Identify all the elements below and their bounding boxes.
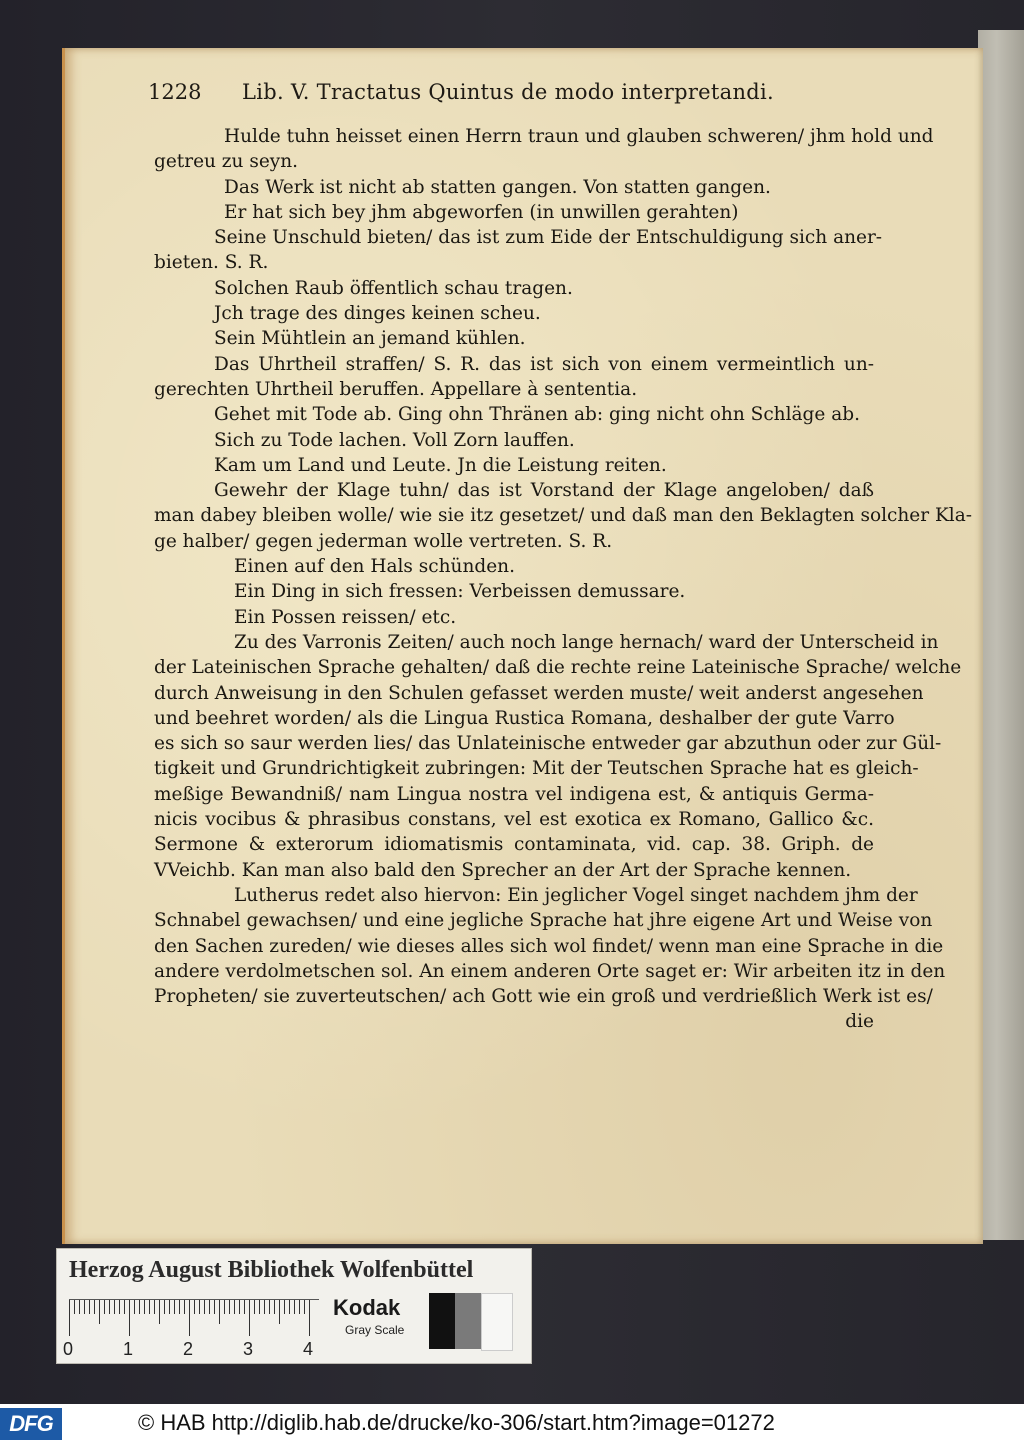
ruler-number: 0 [63, 1339, 74, 1359]
text-line: bieten. S. R. [154, 252, 269, 274]
running-header [148, 80, 808, 104]
text-line: Kam um Land und Leute. Jn die Leistung reiten. [214, 454, 667, 476]
text-line: Ein Possen reissen/ etc. [234, 606, 457, 628]
text-line: Hulde tuhn heisset einen Herrn traun und glauben schweren/ jhm hold und [224, 126, 934, 147]
text-line: andere verdolmetschen sol. An einem anderen Orte saget er: Wir arbeiten itz in den [154, 960, 946, 982]
kodak-logo: Kodak [333, 1295, 401, 1320]
ruler-tick [94, 1300, 95, 1314]
ruler-tick [204, 1300, 205, 1314]
text-line: meßige Bewandniß/ nam Lingua nostra vel indigena est, & antiquis Germa- [154, 783, 874, 805]
copyright-text: © HAB http://diglib.hab.de/drucke/ko-306/start.htm?image=01272 [138, 1410, 775, 1435]
ruler-tick [164, 1300, 165, 1314]
measure-ruler [69, 1299, 319, 1340]
swatch-black [429, 1293, 455, 1349]
ruler-tick [154, 1300, 155, 1314]
gray-scale-caption: Gray Scale [345, 1323, 405, 1337]
running-title: Lib. V. Tractatus Quintus de modo interpretandi. [241, 80, 775, 104]
footer-bar [0, 1404, 1024, 1444]
ruler-tick [79, 1300, 80, 1314]
ruler-tick [274, 1300, 275, 1314]
ruler-tick [229, 1300, 230, 1314]
text-line: Solchen Raub öffentlich schau tragen. [214, 277, 573, 299]
text-line: Einen auf den Hals schünden. [234, 556, 515, 578]
ruler-tick [239, 1300, 240, 1314]
text-line: Jch trage des dinges keinen scheu. [214, 303, 541, 325]
ruler-tick [119, 1300, 120, 1314]
swatch-white [481, 1293, 513, 1351]
ruler-tick [134, 1300, 135, 1314]
text-line: Das Uhrtheil straffen/ S. R. das ist sich von einem vermeintlich un- [214, 353, 874, 375]
ruler-tick [184, 1300, 185, 1314]
ruler-tick [189, 1300, 190, 1336]
text-line: Schnabel gewachsen/ und eine jegliche Sprache hat jhre eigene Art und Weise von [154, 910, 933, 932]
ruler-tick [219, 1300, 220, 1324]
text-line: Er hat sich bey jhm abgeworfen (in unwillen gerahten) [224, 201, 739, 223]
swatch-gray [455, 1293, 481, 1349]
color-scale-label [56, 1248, 532, 1364]
page-text [154, 124, 973, 1035]
ruler-tick [194, 1300, 195, 1314]
text-line: durch Anweisung in den Schulen gefasset werden muste/ weit anderst angesehen [154, 682, 924, 704]
ruler-tick [309, 1300, 310, 1336]
ruler-tick [159, 1300, 160, 1324]
ruler-tick [249, 1300, 250, 1336]
text-line: Lutherus redet also hiervon: Ein jeglicher Vogel singet nachdem jhm der [234, 884, 918, 906]
ruler-tick [69, 1300, 70, 1336]
dfg-logo: DFG [0, 1408, 62, 1440]
ruler-number: 4 [303, 1339, 314, 1359]
text-line: Seine Unschuld bieten/ das ist zum Eide der Entschuldigung sich aner- [214, 227, 883, 249]
text-line: Ein Ding in sich fressen: Verbeissen demussare. [234, 581, 686, 603]
ruler-tick [284, 1300, 285, 1314]
text-line: VVeichb. Kan man also bald den Sprecher an der Art der Sprache kennen. [154, 859, 852, 881]
text-line: der Lateinischen Sprache gehalten/ daß die rechte reine Lateinische Sprache/ welche [154, 657, 962, 679]
ruler-tick [289, 1300, 290, 1314]
ruler-tick [84, 1300, 85, 1314]
ruler-tick [299, 1300, 300, 1314]
ruler-tick [114, 1300, 115, 1314]
ruler-tick [279, 1300, 280, 1324]
text-line: Propheten/ sie zuverteutschen/ ach Gott wie ein groß und verdrießlich Werk ist es/ [154, 986, 933, 1008]
text-line: es sich so saur werden lies/ das Unlateinische entweder gar abzuthun oder zur Gül- [154, 733, 942, 755]
page-number: 1228 [148, 80, 202, 104]
ruler-number: 3 [243, 1339, 254, 1359]
text-line: Gewehr der Klage tuhn/ das ist Vorstand der Klage angeloben/ daß [214, 480, 874, 502]
text-line: Zu des Varronis Zeiten/ auch noch lange hernach/ ward der Unterscheid in [234, 631, 939, 653]
text-line: den Sachen zureden/ wie dieses alles sich wol findet/ wenn man eine Sprache in die [154, 935, 944, 957]
ruler-tick [294, 1300, 295, 1314]
text-line: man dabey bleiben wolle/ wie sie itz gesetzet/ und daß man den Beklagten solcher Kla- [154, 505, 973, 527]
ruler-tick [144, 1300, 145, 1314]
ruler-tick [254, 1300, 255, 1314]
text-line: Sermone & exterorum idiomatismis contaminata, vid. cap. 38. Griph. de [154, 834, 874, 856]
ruler-tick [264, 1300, 265, 1314]
ruler-tick [169, 1300, 170, 1314]
text-line: ge halber/ gegen jederman wolle vertreten. S. R. [154, 530, 613, 552]
text-line: tigkeit und Grundrichtigkeit zubringen: Mit der Teutschen Sprache hat es gleich- [154, 758, 919, 780]
ruler-tick [224, 1300, 225, 1314]
ruler-number: 1 [123, 1339, 134, 1359]
text-line: Das Werk ist nicht ab statten gangen. Von statten gangen. [224, 176, 771, 198]
text-line: und beehret worden/ als die Lingua Rustica Romana, deshalber der gute Varro [154, 707, 895, 729]
ruler-tick [99, 1300, 100, 1324]
ruler-tick [179, 1300, 180, 1314]
text-line: Sich zu Tode lachen. Voll Zorn lauffen. [214, 429, 575, 451]
ruler-tick [199, 1300, 200, 1314]
library-name: Herzog August Bibliothek Wolfenbüttel [69, 1257, 474, 1283]
text-line: Gehet mit Tode ab. Ging ohn Thränen ab: ging nicht ohn Schläge ab. [214, 404, 860, 426]
ruler-tick [139, 1300, 140, 1314]
text-line: Sein Mühtlein an jemand kühlen. [214, 328, 526, 350]
ruler-tick [74, 1300, 75, 1314]
ruler-tick [269, 1300, 270, 1314]
text-line: gerechten Uhrtheil beruffen. Appellare à sententia. [154, 378, 638, 400]
ruler-tick [109, 1300, 110, 1314]
catchword: die [845, 1011, 874, 1033]
ruler-tick [234, 1300, 235, 1314]
adjacent-page-edge [978, 30, 1024, 1240]
ruler-tick [304, 1300, 305, 1314]
ruler-tick [174, 1300, 175, 1314]
ruler-tick [124, 1300, 125, 1314]
text-line: nicis vocibus & phrasibus constans, vel est exotica ex Romano, Gallico &c. [154, 809, 874, 831]
ruler-tick [149, 1300, 150, 1314]
ruler-tick [259, 1300, 260, 1314]
ruler-tick [129, 1300, 130, 1336]
text-line: getreu zu seyn. [154, 151, 299, 173]
ruler-number: 2 [183, 1339, 194, 1359]
ruler-tick [244, 1300, 245, 1314]
ruler-tick [89, 1300, 90, 1314]
ruler-tick [214, 1300, 215, 1314]
ruler-tick [104, 1300, 105, 1314]
ruler-tick [209, 1300, 210, 1314]
